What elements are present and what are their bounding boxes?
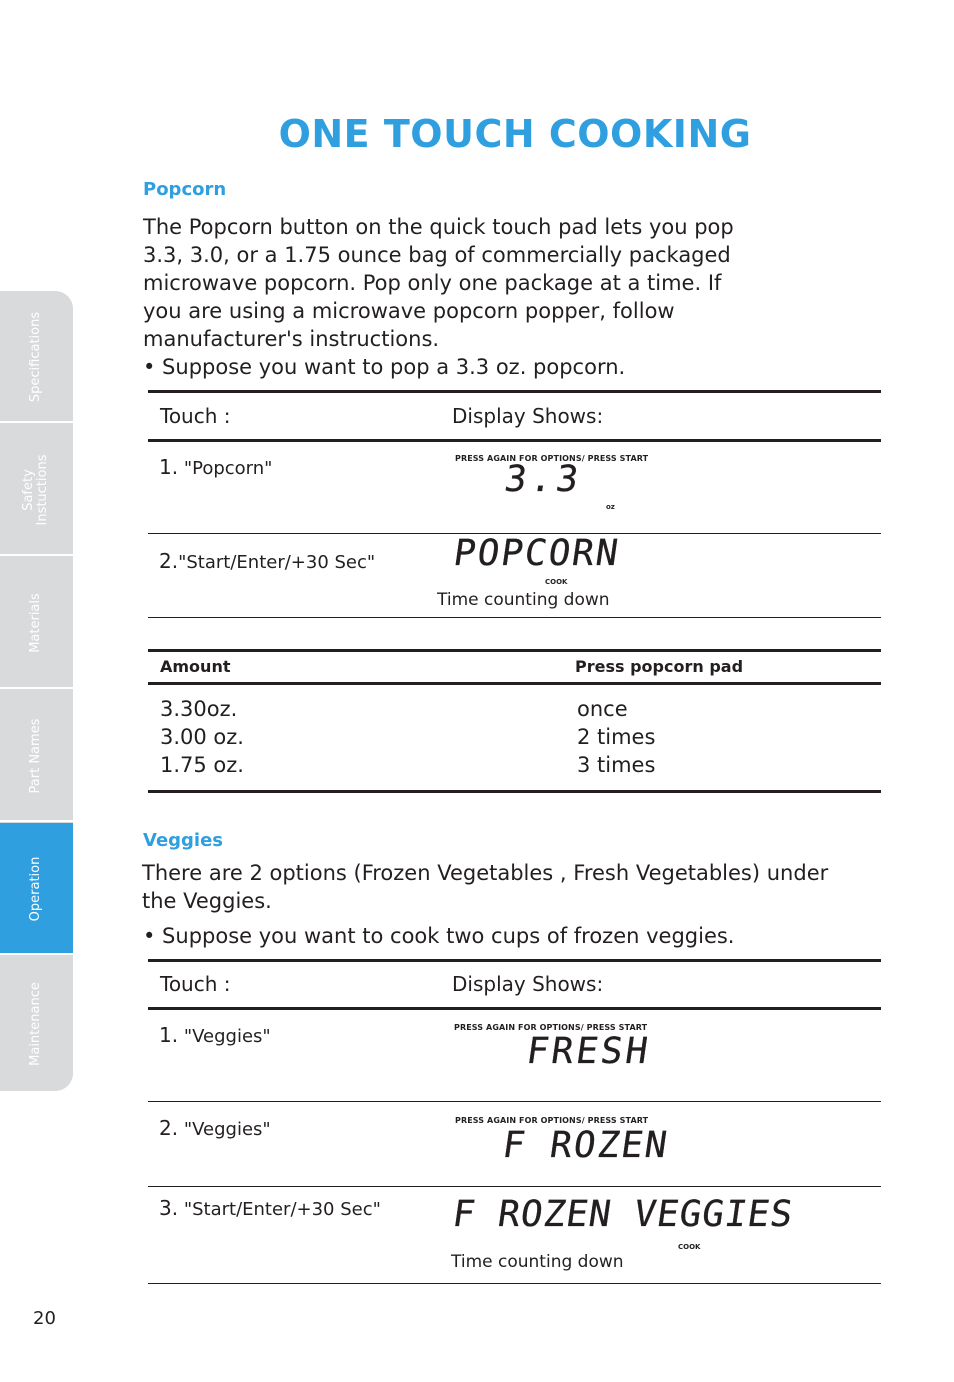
display-header: Display Shows: [452, 404, 604, 428]
divider [148, 959, 881, 962]
divider [148, 1007, 881, 1010]
display-readout: F ROZEN [500, 1125, 672, 1166]
table-cell: 2 times [577, 725, 656, 749]
paragraph-line: manufacturer's instructions. [143, 327, 440, 351]
divider [148, 649, 881, 652]
popcorn-heading: Popcorn [143, 179, 227, 200]
side-tab-label: Materials [28, 593, 43, 653]
step-label: "Start/Enter/+30 Sec" [178, 552, 376, 573]
table-header-amount: Amount [160, 657, 231, 676]
step-number: 1. [159, 1023, 179, 1047]
table-cell: 3.00 oz. [160, 725, 244, 749]
side-tab-label: Operation [28, 856, 43, 922]
side-tab-label: Specifications [28, 311, 43, 403]
paragraph-line: the Veggies. [142, 889, 272, 913]
popcorn-paragraph [143, 213, 734, 353]
divider [148, 617, 881, 618]
display-readout: POPCORN [451, 533, 623, 574]
veggies-example: • Suppose you want to cook two cups of frozen veggies. [143, 924, 735, 948]
display-readout: FRESH [524, 1031, 654, 1072]
table-cell: 1.75 oz. [160, 753, 244, 777]
cook-indicator: COOK [678, 1243, 701, 1251]
divider [148, 439, 881, 442]
paragraph-line: microwave popcorn. Pop only one package at a time. If [143, 271, 722, 295]
press-column [577, 695, 655, 779]
divider [148, 790, 881, 793]
display-readout: F ROZEN VEGGIES [450, 1194, 796, 1235]
paragraph-line: There are 2 options (Frozen Vegetables , Fresh Vegetables) under [142, 861, 829, 885]
veggies-paragraph [142, 859, 828, 915]
divider [148, 1186, 881, 1187]
divider [148, 1101, 881, 1102]
divider [148, 390, 881, 393]
step-label: "Veggies" [183, 1119, 271, 1140]
paragraph-line: you are using a microwave popcorn popper, follow [143, 299, 675, 323]
side-tab-materials[interactable] [0, 557, 73, 689]
table-cell: 3 times [577, 753, 656, 777]
veggies-step-1-touch [159, 1023, 271, 1047]
side-tab-label: Part Names [28, 718, 43, 794]
step-label: "Veggies" [183, 1026, 271, 1047]
table-cell: once [577, 697, 628, 721]
step-2-touch [159, 549, 375, 573]
time-counting-note: Time counting down [437, 590, 610, 610]
side-nav-tabs [0, 291, 73, 1091]
step-number: 3. [159, 1196, 179, 1220]
touch-header: Touch : [160, 972, 231, 996]
side-tab-maintenance[interactable] [0, 956, 73, 1091]
veggies-heading: Veggies [143, 830, 224, 851]
paragraph-line: The Popcorn button on the quick touch pad lets you pop [143, 215, 734, 239]
side-tab-part-names[interactable] [0, 690, 73, 822]
step-1-touch [159, 455, 272, 479]
divider [148, 1283, 881, 1284]
table-header-press: Press popcorn pad [575, 657, 744, 676]
touch-header: Touch : [160, 404, 231, 428]
step-label: "Start/Enter/+30 Sec" [183, 1199, 381, 1220]
side-tab-specifications[interactable] [0, 291, 73, 423]
amount-column [160, 695, 244, 779]
page-title: ONE TOUCH COOKING [278, 112, 752, 156]
unit-indicator: oz [606, 503, 615, 511]
step-number: 2. [159, 549, 179, 573]
popcorn-example: • Suppose you want to pop a 3.3 oz. popcorn. [143, 355, 626, 379]
veggies-step-3-touch [159, 1196, 381, 1220]
step-number: 1. [159, 455, 179, 479]
divider [148, 682, 881, 685]
step-number: 2. [159, 1116, 179, 1140]
press-again-indicator: PRESS AGAIN FOR OPTIONS/ PRESS START [455, 1116, 649, 1125]
press-again-indicator: PRESS AGAIN FOR OPTIONS/ PRESS START [454, 1023, 648, 1032]
side-tab-operation[interactable] [0, 823, 73, 955]
page-number: 20 [33, 1308, 56, 1329]
table-cell: 3.30oz. [160, 697, 238, 721]
cook-indicator: COOK [545, 578, 568, 586]
step-label: "Popcorn" [183, 458, 273, 479]
side-tab-label: Safety Instuctions [21, 454, 50, 526]
display-readout: 3.3 [502, 459, 585, 500]
time-counting-note: Time counting down [451, 1252, 624, 1272]
press-again-indicator: PRESS AGAIN FOR OPTIONS/ PRESS START [455, 454, 649, 463]
display-header: Display Shows: [452, 972, 604, 996]
side-tab-label: Maintenance [28, 982, 43, 1066]
veggies-step-2-touch [159, 1116, 271, 1140]
side-tab-safety[interactable] [0, 424, 73, 556]
paragraph-line: 3.3, 3.0, or a 1.75 ounce bag of commercially packaged [143, 243, 731, 267]
